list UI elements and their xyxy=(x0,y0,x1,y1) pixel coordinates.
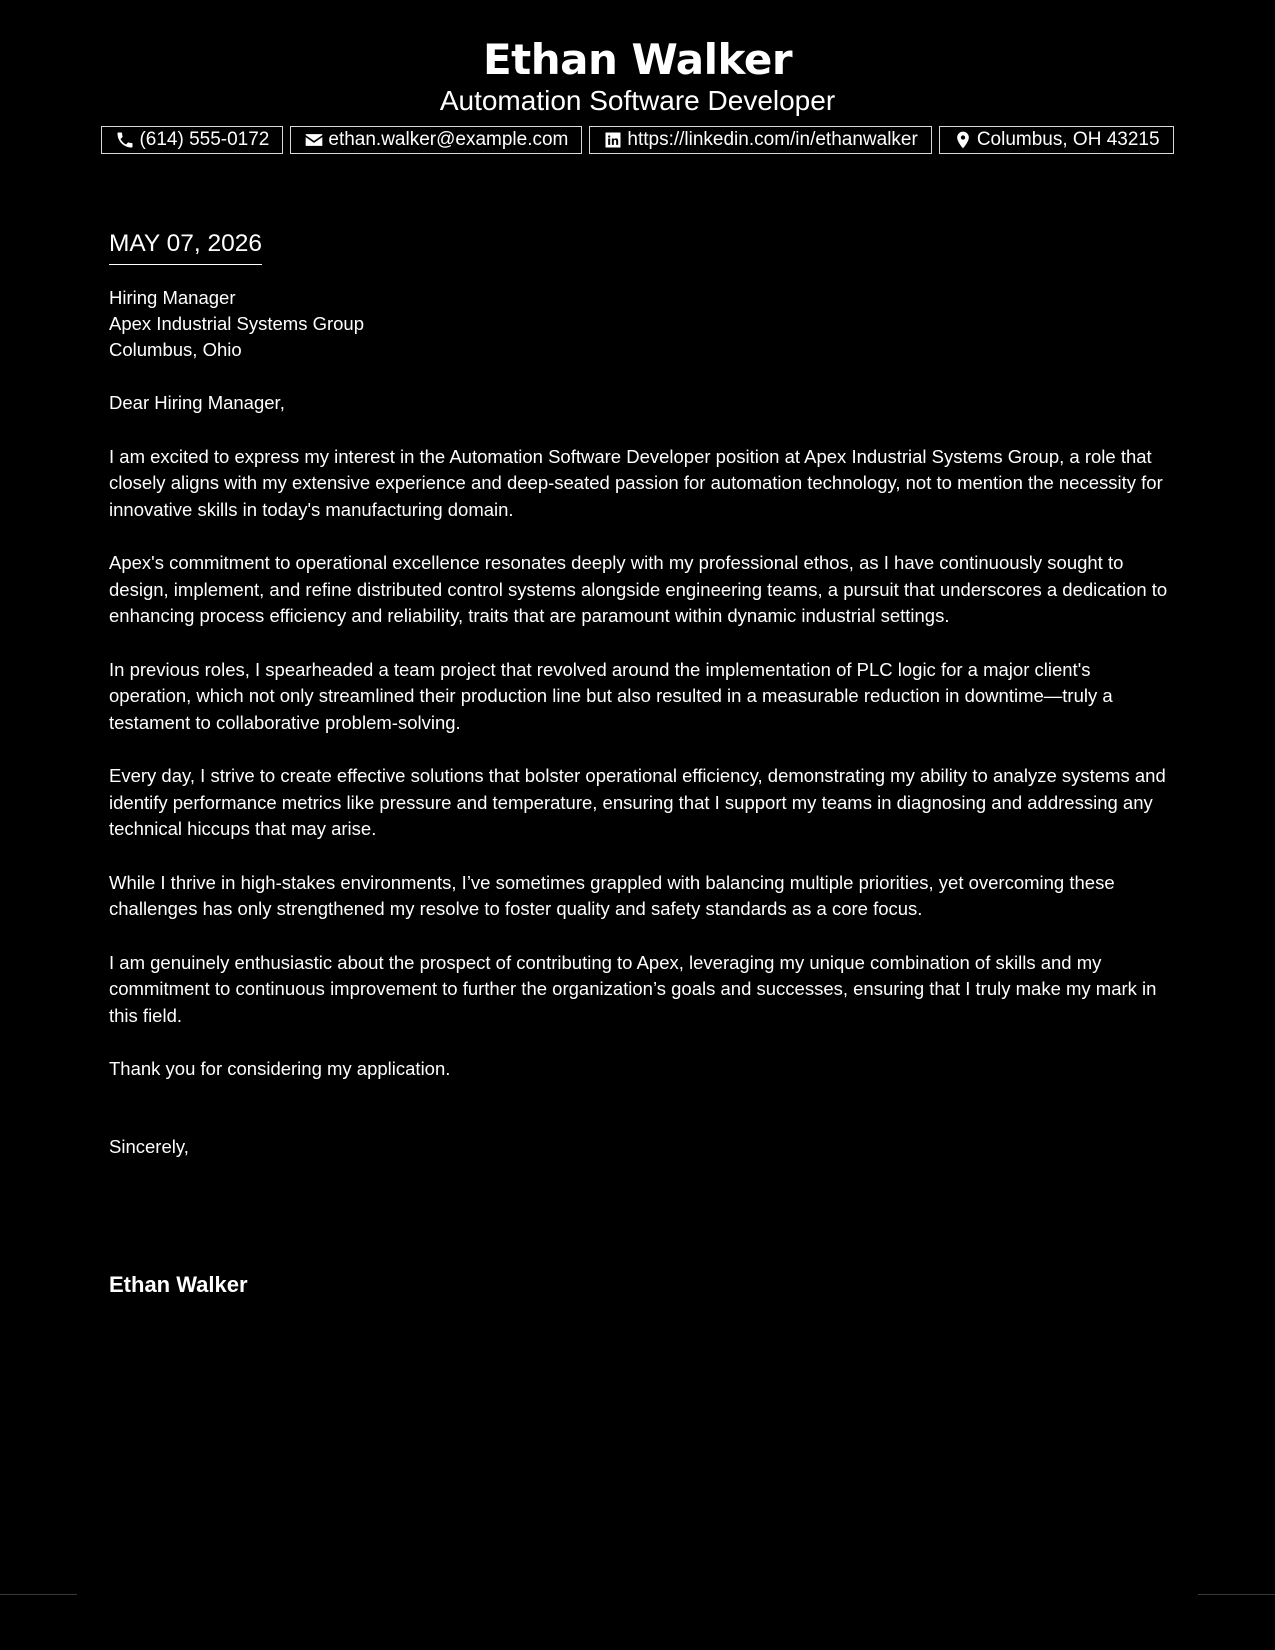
applicant-name: Ethan Walker xyxy=(482,35,793,84)
linkedin-text: https://linkedin.com/in/ethanwalker xyxy=(627,129,918,150)
body-paragraph: Apex's commitment to operational excellence resonates deeply with my professional ethos, as I have continuously sought to design, implement, and refine distributed control systems alongside engineering teams, a pursuit that underscores a dedication to enhancing process efficiency and reliability, traits that are paramount within dynamic industrial settings. xyxy=(109,552,1168,626)
recipient-location: Columbus, Ohio xyxy=(109,339,242,360)
recipient-block xyxy=(109,285,1174,363)
thanks-line: Thank you for considering my application. xyxy=(109,1058,451,1079)
body-paragraph: While I thrive in high-stakes environments, I’ve sometimes grappled with balancing multiple priorities, yet overcoming these challenges has only strengthened my resolve to foster quality and safety standards as a core focus. xyxy=(109,871,1115,919)
contact-phone[interactable] xyxy=(101,126,283,154)
body-paragraph: Every day, I strive to create effective solutions that bolster operational efficiency, demonstrating my ability to analyze systems and identify performance metrics like pressure and temperature, ensuring that I support my teams in diagnosing and addressing any technical hiccups that may arise. xyxy=(109,765,1166,839)
body-paragraph: In previous roles, I spearheaded a team project that revolved around the implementation of PLC logic for a major client's operation, which not only streamlined their production line but also resulted in a measurable reduction in downtime—truly a testament to collaborative problem-solving. xyxy=(109,658,1113,733)
body-paragraph: I am excited to express my interest in the Automation Software Developer position at Apex Industrial Systems Group, a role that closely aligns with my extensive experience and deep-seated passion for automation technology, not to mention the necessity for innovative skills in today's manufacturing domain. xyxy=(109,445,1163,520)
contact-linkedin[interactable] xyxy=(589,126,931,154)
map-marker-icon xyxy=(953,130,973,150)
recipient-company: Apex Industrial Systems Group xyxy=(109,313,364,334)
contact-location[interactable] xyxy=(939,126,1174,154)
phone-text: (614) 555-0172 xyxy=(139,129,270,150)
phone-icon xyxy=(115,130,135,150)
applicant-title: Automation Software Developer xyxy=(439,85,836,116)
letter-header xyxy=(0,30,1275,118)
recipient-name: Hiring Manager xyxy=(109,287,236,308)
contact-bar xyxy=(0,126,1275,154)
footer-divider-left xyxy=(0,1594,77,1595)
contact-email[interactable] xyxy=(290,126,582,154)
letter-date: MAY 07, 2026 xyxy=(109,226,262,265)
envelope-icon xyxy=(304,130,324,150)
location-text: Columbus, OH 43215 xyxy=(976,129,1160,150)
body-paragraph: I am genuinely enthusiastic about the prospect of contributing to Apex, leveraging my unique combination of skills and my commitment to continuous improvement to further the organization’s goals and successes, ensuring that I truly make my mark in this field. xyxy=(109,951,1157,1026)
signature-name: Ethan Walker xyxy=(109,1272,248,1297)
salutation: Dear Hiring Manager, xyxy=(109,392,285,413)
signoff: Sincerely, xyxy=(109,1135,189,1157)
linkedin-icon xyxy=(603,130,623,150)
email-text: ethan.walker@example.com xyxy=(328,129,569,150)
footer-divider-right xyxy=(1198,1594,1275,1595)
letter-body xyxy=(109,226,1174,1299)
